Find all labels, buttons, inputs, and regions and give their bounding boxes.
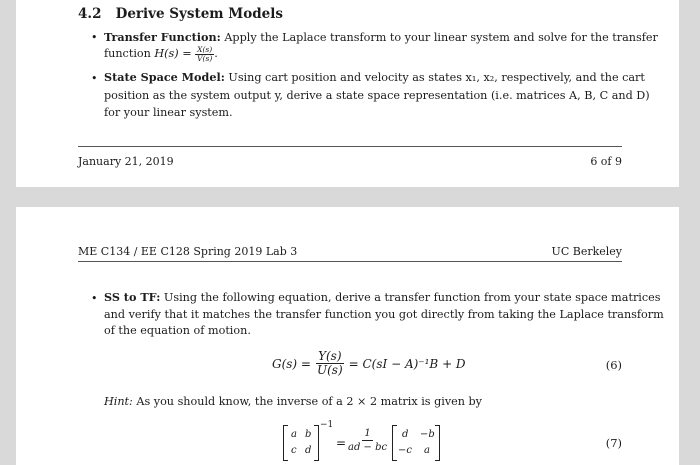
matrix-cell: d xyxy=(402,429,409,440)
matrix-bracket-left xyxy=(392,425,397,461)
fraction-x-over-v xyxy=(195,46,214,63)
eq7-coefficient xyxy=(346,427,389,454)
bullet-line: for your linear system. xyxy=(104,106,233,119)
matrix-cell: −b xyxy=(420,429,435,440)
bullet-lead: SS to TF: xyxy=(104,290,161,304)
bullet-transfer-function-line2: function H(s) = $\frac{X(s)}{V(s)}$ . xyxy=(104,44,218,63)
header-rule xyxy=(78,261,622,262)
bullet-line: of the equation of motion. xyxy=(104,324,251,337)
eq7-coef-denominator: ad − bc xyxy=(348,442,388,453)
bullet-line: and verify that it matches the transfer function you got directly from taking the Laplace transform xyxy=(104,308,664,321)
matrix-bracket-right xyxy=(435,425,440,461)
formula-h: H(s) = xyxy=(154,47,192,60)
eq6-fraction xyxy=(315,350,345,377)
matrix-cell: c xyxy=(291,445,297,456)
bullet-ss-to-tf xyxy=(104,289,661,306)
bullet-lead: State Space Model: xyxy=(104,70,225,84)
matrix-cell: b xyxy=(305,429,312,440)
equation-number-6: (6) xyxy=(605,358,622,372)
hint-line xyxy=(104,393,482,410)
matrix-adjugate xyxy=(392,425,440,461)
bullet-text: function xyxy=(104,47,151,60)
bullet-transfer-function xyxy=(104,29,658,46)
matrix-cell: −c xyxy=(398,445,412,456)
matrix-cell: a xyxy=(424,445,430,456)
bullet-line: Using the following equation, derive a transfer function from your state space matrices xyxy=(163,291,661,304)
frac-numerator: X(s) xyxy=(197,44,213,54)
bullet-line: Using cart position and velocity as states x₁, x₂, respectively, and the cart xyxy=(228,71,645,84)
eq6-rhs: = C(sI − A)⁻¹B + D xyxy=(348,356,466,371)
page-separator xyxy=(0,187,700,207)
section-number: 4.2 xyxy=(78,6,102,22)
footer-date: January 21, 2019 xyxy=(78,155,174,168)
eq6-lhs: G(s) = xyxy=(272,356,311,371)
hint-label: Hint: xyxy=(104,395,133,408)
footer-page-number: 6 of 9 xyxy=(590,155,622,168)
equation-number-7: (7) xyxy=(605,436,622,450)
bullet-dot: • xyxy=(91,31,98,44)
matrix-cell: d xyxy=(305,445,312,456)
eq7-coef-numerator: 1 xyxy=(364,428,371,439)
eq7-equals: = xyxy=(336,436,347,450)
header-institution: UC Berkeley xyxy=(551,245,622,258)
matrix-bracket-left xyxy=(283,425,288,461)
matrix-bracket-right xyxy=(314,425,319,461)
matrix-abcd xyxy=(283,425,319,461)
matrix-cell: a xyxy=(291,429,297,440)
frac-denominator: V(s) xyxy=(197,53,213,63)
hint-text: As you should know, the inverse of a 2 × 2 matrix is given by xyxy=(136,395,483,408)
bullet-line: Apply the Laplace transform to your linear system and solve for the transfer xyxy=(224,31,658,44)
section-title: Derive System Models xyxy=(115,6,283,22)
eq6-denominator: U(s) xyxy=(316,363,343,377)
section-heading xyxy=(78,6,283,22)
equation-6 xyxy=(272,350,466,377)
inverse-exponent: −1 xyxy=(320,420,334,430)
bullet-line: position as the system output y, derive a state space representation (i.e. matrices A, B, C and D) xyxy=(104,89,650,102)
bullet-dot: • xyxy=(91,72,98,85)
footer-rule xyxy=(78,146,622,147)
viewer-gutter-left xyxy=(0,0,16,465)
header-course: ME C134 / EE C128 Spring 2019 Lab 3 xyxy=(78,245,298,258)
viewer-gutter-right xyxy=(679,0,700,465)
eq6-numerator: Y(s) xyxy=(318,349,342,363)
bullet-lead: Transfer Function: xyxy=(104,30,221,44)
bullet-state-space xyxy=(104,69,645,86)
bullet-dot: • xyxy=(91,292,98,305)
